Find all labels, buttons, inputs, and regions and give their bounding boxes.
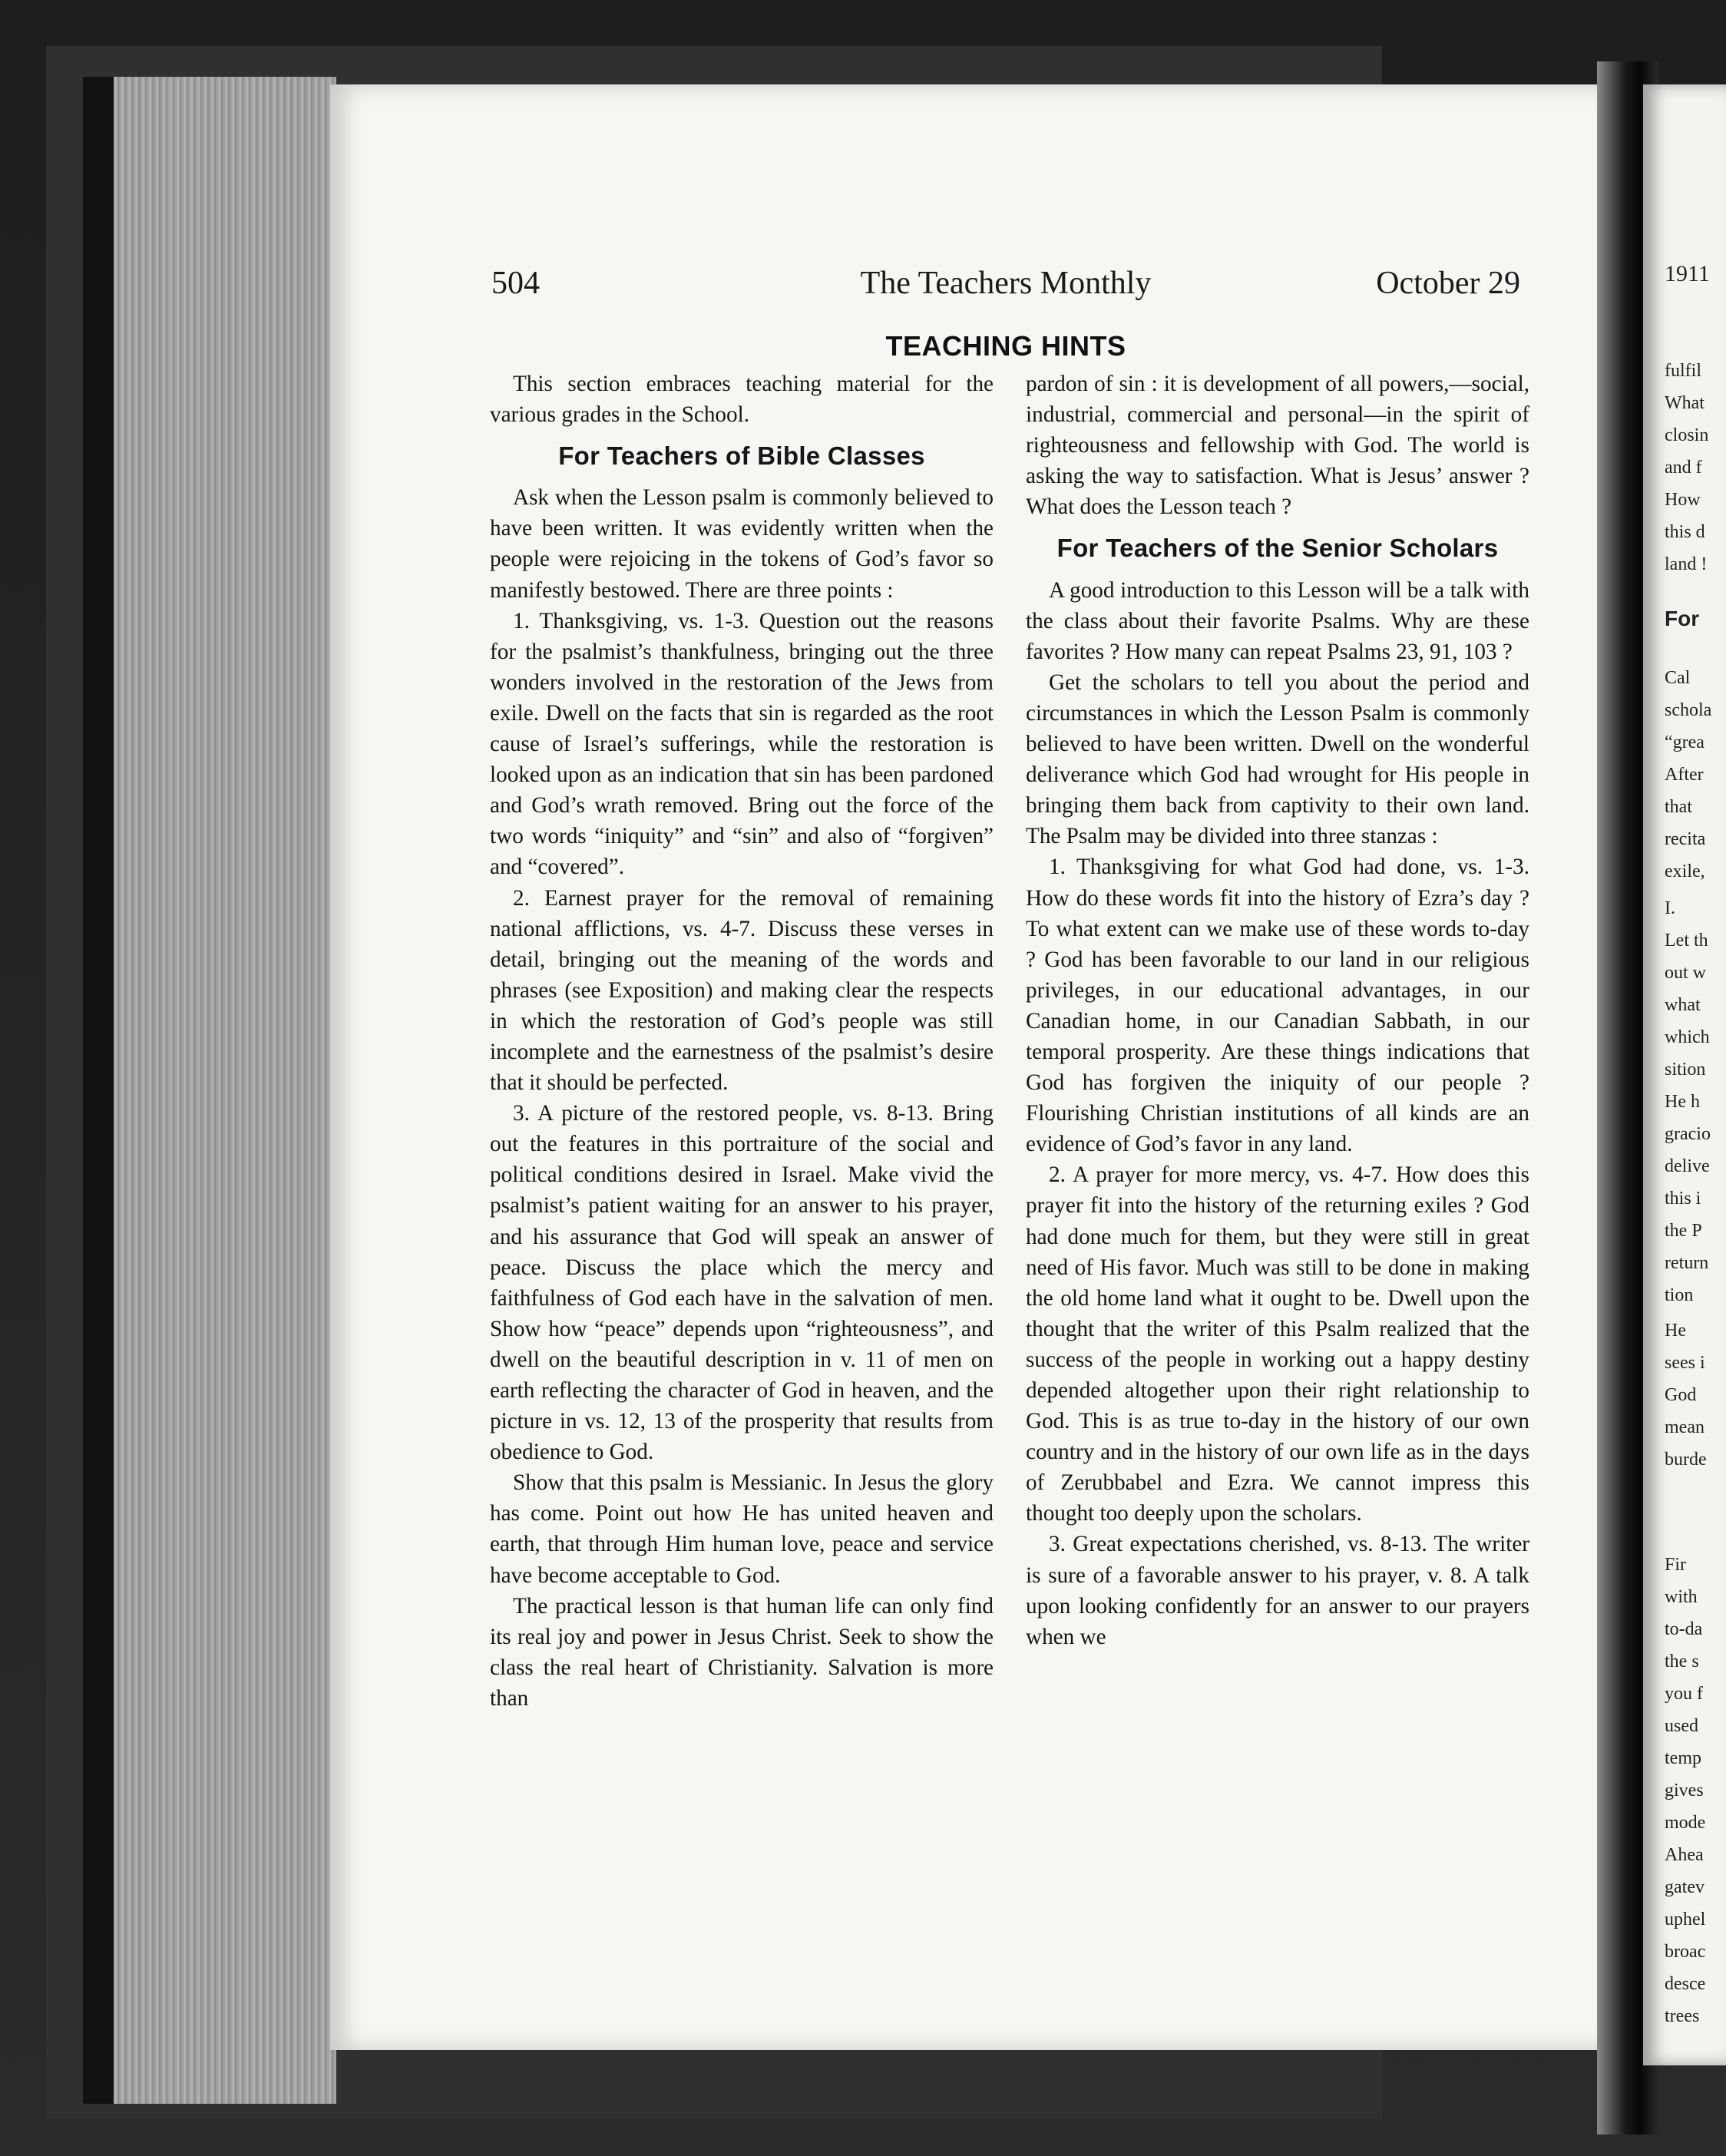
senior-scholars-heading: For Teachers of the Senior Scholars [1056,534,1499,563]
right-page-fragment: this d [1665,522,1705,542]
right-page-fragment: which [1665,1027,1710,1047]
continuation-paragraph: pardon of sin : it is development of all powers,—social, industrial, commercial and personal—in the spirit of righteousness and fellowship with God. The world is asking the way to satisfaction. What is Jesus’ answer ? What does the Lesson teach ? [1026,372,1529,520]
right-page-fragment: He [1665,1321,1686,1341]
bible-classes-heading: For Teachers of Bible Classes [558,441,925,471]
right-page-fragment: closin [1665,425,1709,445]
left-column [490,369,994,2012]
right-page-fragment: the s [1665,1652,1699,1672]
right-page-fragment: and f [1665,458,1702,478]
right-page-fragment: trees [1665,2006,1700,2026]
right-page-fragment: used [1665,1716,1698,1736]
right-page-fragment: that [1665,797,1692,817]
right-page-fragment: desce [1665,1974,1706,1994]
right-page-fragment: out w [1665,963,1706,983]
right-page-fragment: I. [1665,898,1675,918]
paragraph: 3. A picture of the restored people, vs. 8-13. Bring out the features in this portraiture of the social and political conditions desired in Israel. Make vivid the psalmist’s patient waiting for an answer to his prayer, and his assurance that God will speak an answer of peace. Discuss the place which the mercy and faithfulness of God each have in the salvation of men. Show how “peace” depends upon “righteousness”, and dwell on the beautiful description in v. 11 of men on earth reflecting the character of God in heaven, and the picture in vs. 12, 13 of the prosperity that results from obedience to God. [490,1101,994,1465]
right-page-fragment: God [1665,1385,1697,1405]
paragraph: 1. Thanksgiving for what God had done, vs. 1-3. How do these words fit into the history of Ezra’s day ? To what extent can we make use of these words to-day ? God has been favorable to our land in our religious privileges, in our educational advantages, in our Canadian home, in our Canadian Sabbath, in our temporal prosperity. Are these things indications that God has forgiven the iniquity of our people ? Flourishing Christian institutions of all kinds are an evidence of God’s favor in any land. [1026,855,1529,1157]
right-page-fragment: For [1665,607,1700,630]
paragraph: 2. A prayer for more mercy, vs. 4-7. How does this prayer fit into the history of the returning exiles ? God had done much for them, but they were still in great need of His favor. Much was still to be done in making the old home land what it ought to be. Dwell upon the thought that the writer of this Psalm realized that the success of the people in working out a happy destiny depended altogether upon their right relationship to God. This is as true to-day in the history of our own country and in the history of our own life as in the days of Zerubbabel and Ezra. We cannot impress this thought too deeply upon the scholars. [1026,1162,1529,1526]
right-page-fragment: this i [1665,1189,1701,1209]
intro-paragraph: This section embraces teaching material for the various grades in the School. [490,372,994,428]
right-page-fragment: gives [1665,1781,1704,1801]
right-page-fragment: How [1665,490,1701,510]
right-page-fragment: sees i [1665,1353,1705,1373]
issue-date: October 29 [1376,266,1520,301]
right-page-fragment: 1911 [1665,261,1710,286]
paragraph: Get the scholars to tell you about the period and circumstances in which the Lesson Psalm is commonly believed to have been written. Dwell on the wonderful deliverance which God had wrought for His people in bringing them back from captivity to their own land. The Psalm may be divided into three stanzas : [1026,670,1529,849]
right-page-fragment: land ! [1665,554,1708,574]
paragraph: 1. Thanksgiving, vs. 1-3. Question out the reasons for the psalmist’s thankfulness, bringing out the three wonders involved in the restoration of the Jews from exile. Dwell on the facts that sin is regarded as the root cause of Israel’s sufferings, while the restoration is looked upon as an indication that sin has been pardoned and God’s wrath removed. Bring out the force of the two words “iniquity” and “sin” and also of “forgiven” and “covered”. [490,608,994,880]
right-page-fragment: recita [1665,829,1706,849]
right-page-fragment: exile, [1665,861,1705,881]
right-page-fragment: burde [1665,1450,1707,1470]
right-page-fragment: What [1665,393,1705,413]
publication-title: The Teachers Monthly [860,266,1152,301]
paragraph: 2. Earnest prayer for the removal of remaining national afflictions, vs. 4-7. Discuss these verses in detail, bringing out the meaning of the words and phrases (see Exposition) and making clear the respects in which the restoration of God’s people was still incomplete and the earnestness of the psalmist’s desire that it should be perfected. [490,885,994,1096]
right-page-fragment: temp [1665,1748,1701,1768]
right-page-fragment: uphel [1665,1910,1706,1929]
right-page-fragment: sition [1665,1060,1706,1080]
paragraph: A good introduction to this Lesson will be a talk with the class about their favorite Psalms. Why are these favorites ? How many can repeat Psalms 23, 91, 103 ? [1026,577,1529,664]
paragraph: 3. Great expectations cherished, vs. 8-13. The writer is sure of a favorable answer to his prayer, v. 8. A talk upon looking confidently for an answer to our prayers when we [1026,1532,1529,1649]
right-page-fragment: the P [1665,1221,1702,1241]
paragraph: Ask when the Lesson psalm is commonly believed to have been written. It was evidently written when the people were rejoicing in the tokens of God’s favor so manifestly bestowed. There are three points : [490,485,994,603]
right-page-fragment: to-da [1665,1619,1703,1639]
right-page-fragment: He h [1665,1092,1700,1112]
right-page-fragment: delive [1665,1156,1710,1176]
right-page-fragment: “grea [1665,732,1705,752]
right-page-fragment: mode [1665,1813,1706,1833]
paragraph: The practical lesson is that human life can only find its real joy and power in Jesus Christ. Seek to show the class the real heart of Christianity. Salvation is more than [490,1593,994,1711]
page-edges [83,77,336,2104]
right-page-fragment: Ahea [1665,1845,1704,1865]
right-page-fragment: return [1665,1253,1709,1273]
right-column [1026,369,1529,2012]
running-head [491,265,1520,311]
section-title: TEACHING HINTS [885,330,1126,362]
page-number: 504 [491,266,540,301]
right-page-fragment: broac [1665,1942,1706,1962]
right-page-fragment: schola [1665,700,1712,720]
right-page-fragment: Let th [1665,931,1708,951]
right-page-fragment: tion [1665,1285,1694,1305]
right-page-fragment: fulfil [1665,361,1701,381]
right-page-fragment: you f [1665,1684,1703,1704]
right-page-fragment: After [1665,765,1704,785]
right-page-fragment: gatev [1665,1877,1705,1897]
paragraph: Show that this psalm is Messianic. In Jesus the glory has come. Point out how He has united heaven and earth, that through Him human love, peace and service have become acceptable to God. [490,1470,994,1588]
right-page-fragment: mean [1665,1417,1705,1437]
right-page-fragment: Fir [1665,1555,1687,1575]
right-page-fragment: Cal [1665,668,1691,688]
right-page-fragment: gracio [1665,1124,1711,1144]
right-page-fragment: what [1665,995,1701,1015]
right-page-fragment: with [1665,1587,1698,1607]
